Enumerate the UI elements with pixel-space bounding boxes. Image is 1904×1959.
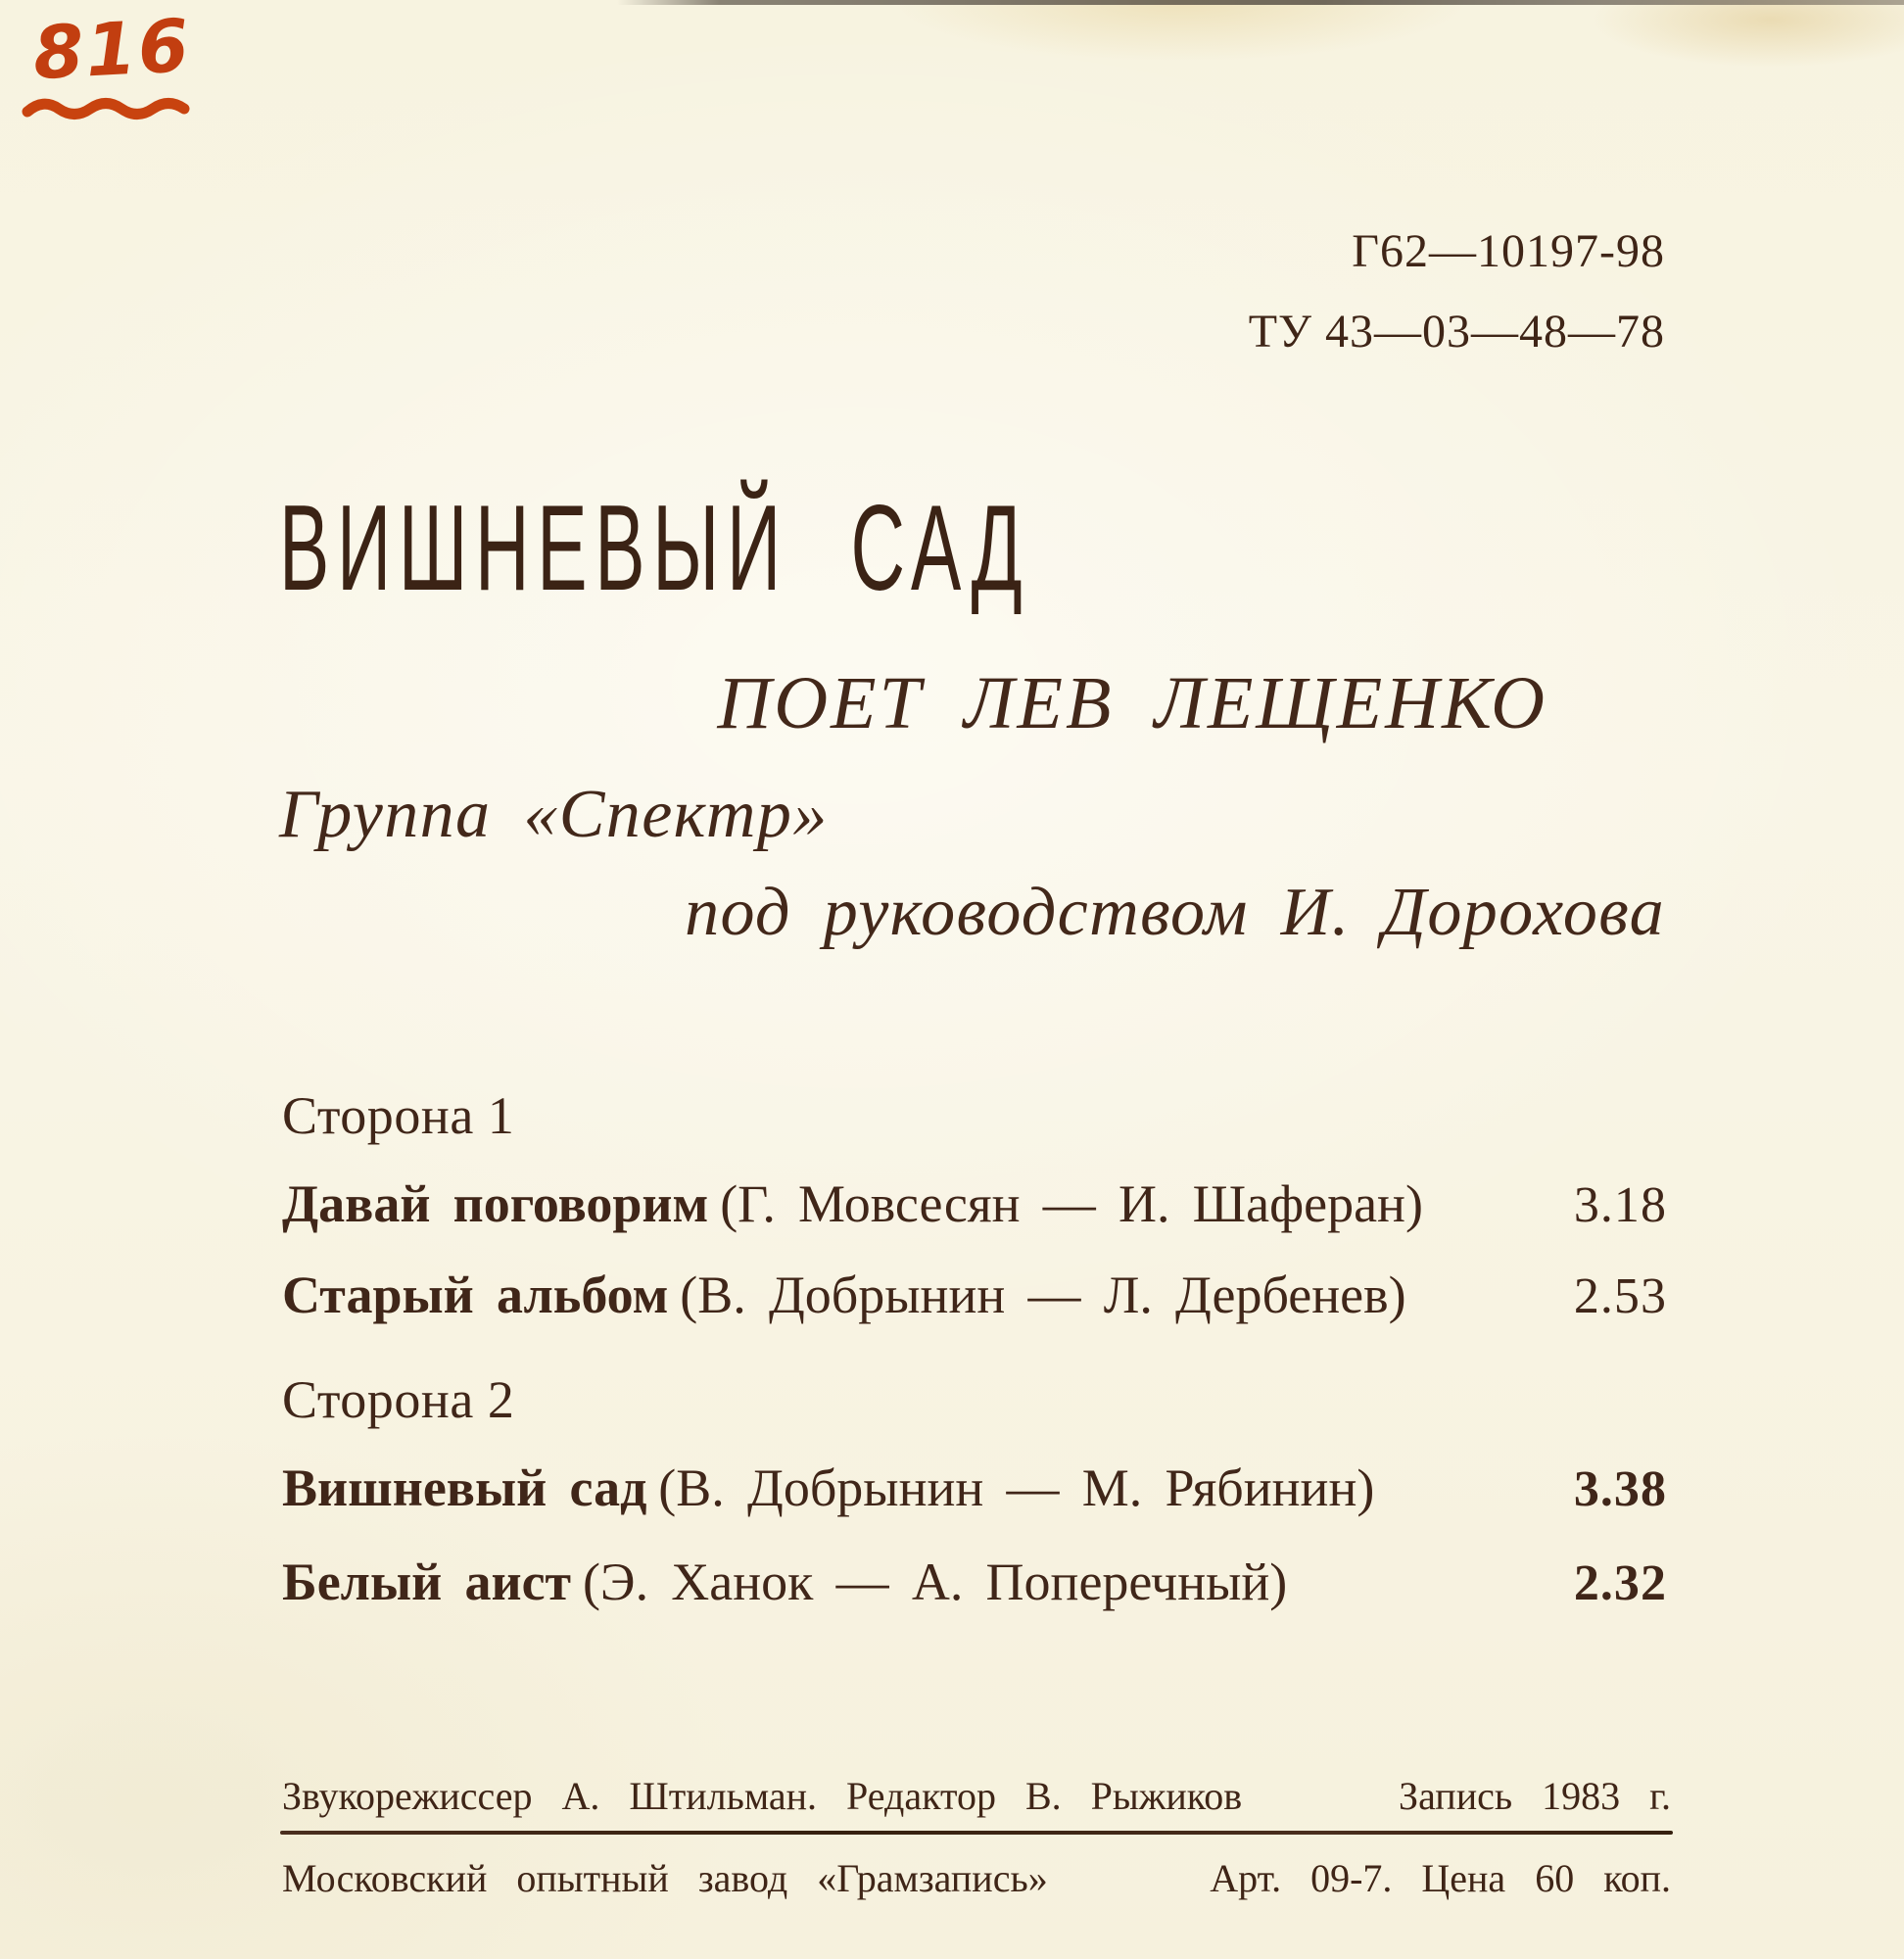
- scan-top-edge: [617, 0, 1904, 5]
- track-text: [282, 1458, 1375, 1517]
- track-title: Белый аист: [282, 1553, 572, 1611]
- divider-rule: [280, 1831, 1673, 1835]
- art-price: Арт. 09-7. Цена 60 коп.: [1210, 1856, 1671, 1900]
- track-credits: (Г. Мовсесян — И. Шаферан): [720, 1174, 1423, 1233]
- track-title: Вишневый сад: [282, 1458, 647, 1517]
- track-text: [282, 1553, 1288, 1611]
- track-title: Давай поговорим: [282, 1174, 709, 1233]
- track-text: [282, 1266, 1406, 1324]
- side1-label: Сторона 1: [282, 1086, 515, 1145]
- track-credits: (В. Добрынин — М. Рябинин): [658, 1458, 1375, 1517]
- side2-label: Сторона 2: [282, 1370, 515, 1429]
- track-duration: 3.18: [1573, 1177, 1667, 1233]
- catalog-numbers: [1249, 212, 1665, 372]
- track-row: [282, 1555, 1667, 1609]
- record-year: Запись 1983 г.: [1399, 1774, 1671, 1818]
- track-row: [282, 1458, 1667, 1517]
- track-row: [282, 1268, 1667, 1322]
- performer-line: ПОЕТ ЛЕВ ЛЕЩЕНКО: [717, 662, 1547, 744]
- album-title: ВИШНЕВЫЙ САД: [279, 481, 1030, 616]
- footer-factory-row: [282, 1856, 1671, 1900]
- factory-line: Московский опытный завод «Грамзапись»: [282, 1856, 1048, 1900]
- track-credits: (Э. Ханок — А. Поперечный): [582, 1553, 1288, 1611]
- group-line: Группа «Спектр»: [279, 777, 829, 852]
- track-duration: 3.38: [1573, 1461, 1667, 1517]
- sound-engineer-editor: Звукорежиссер А. Штильман. Редактор В. Рыжиков: [282, 1774, 1243, 1818]
- tu-number: ТУ 43—03—48—78: [1248, 306, 1665, 358]
- track-row: [282, 1174, 1667, 1233]
- catalog-number: Г62—10197-98: [1352, 225, 1665, 277]
- track-text: [282, 1174, 1423, 1233]
- track-title: Старый альбом: [282, 1266, 669, 1324]
- handwritten-number: 816: [30, 3, 193, 97]
- wavy-underline: [22, 96, 194, 125]
- conductor-line: под руководством И. Дорохова: [685, 875, 1665, 950]
- footer-credits-row: [282, 1774, 1671, 1818]
- track-duration: 2.32: [1573, 1555, 1667, 1611]
- track-credits: (В. Добрынин — Л. Дербенев): [680, 1266, 1406, 1324]
- track-duration: 2.53: [1573, 1268, 1667, 1324]
